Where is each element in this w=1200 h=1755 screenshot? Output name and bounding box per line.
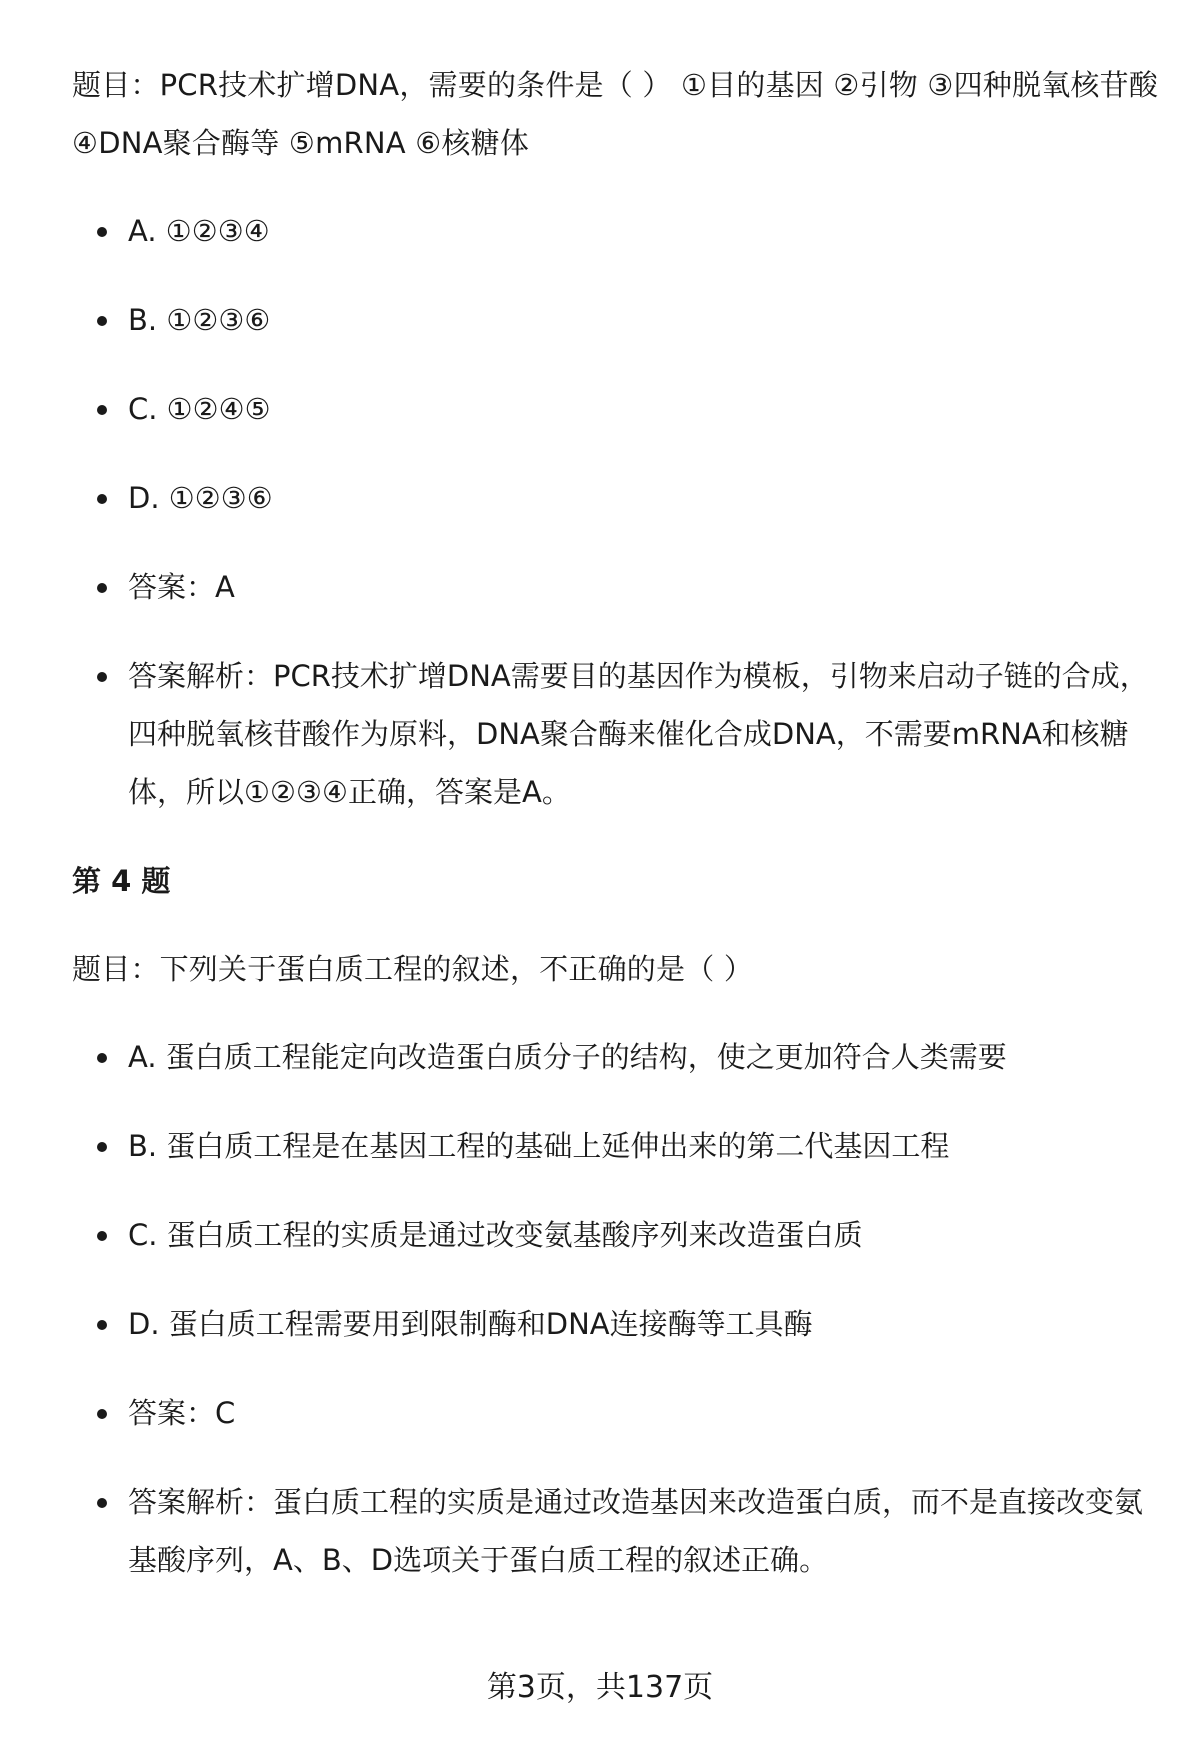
question-4-text: 题目：下列关于蛋白质工程的叙述，不正确的是（ ） (72, 952, 754, 986)
question-4-explanation: 答案解析：蛋白质工程的实质是通过改造基因来改造蛋白质，而不是直接改变氨基酸序列，A、B、D选项关于蛋白质工程的叙述正确。 (128, 1473, 1162, 1589)
page-number-footer: 第3页，共137页 (486, 1670, 714, 1705)
question-4-option-a: A. 蛋白质工程能定向改造蛋白质分子的结构，使之更加符合人类需要 (128, 1028, 1162, 1086)
question-3-option-c: C. ①②④⑤ (128, 380, 1162, 438)
question-3-text: 题目：PCR技术扩增DNA，需要的条件是（ ） ①目的基因 ②引物 ③四种脱氧核苷酸 ④DNA聚合酶等 ⑤mRNA ⑥核糖体 (72, 68, 1159, 160)
question-4-option-d: D. 蛋白质工程需要用到限制酶和DNA连接酶等工具酶 (128, 1295, 1162, 1353)
question-4-answer: 答案：C (128, 1384, 1162, 1442)
question-3-explanation: 答案解析：PCR技术扩增DNA需要目的基因作为模板，引物来启动子链的合成，四种脱氧核苷酸作为原料，DNA聚合酶来催化合成DNA，不需要mRNA和核糖体，所以①②③④正确，答案是A。 (128, 647, 1162, 821)
question-3-option-a: A. ①②③④ (128, 202, 1162, 260)
question-3-answer: 答案：A (128, 558, 1162, 616)
question-3-items (72, 202, 1162, 821)
question-4-option-b: B. 蛋白质工程是在基因工程的基础上延伸出来的第二代基因工程 (128, 1117, 1162, 1175)
document-content (72, 56, 1162, 1620)
question-4-heading: 第 4 题 (72, 864, 171, 898)
question-3-option-b: B. ①②③⑥ (128, 291, 1162, 349)
question-4-option-c: C. 蛋白质工程的实质是通过改变氨基酸序列来改造蛋白质 (128, 1206, 1162, 1264)
question-4-items (72, 1028, 1162, 1589)
question-3-option-d: D. ①②③⑥ (128, 469, 1162, 527)
